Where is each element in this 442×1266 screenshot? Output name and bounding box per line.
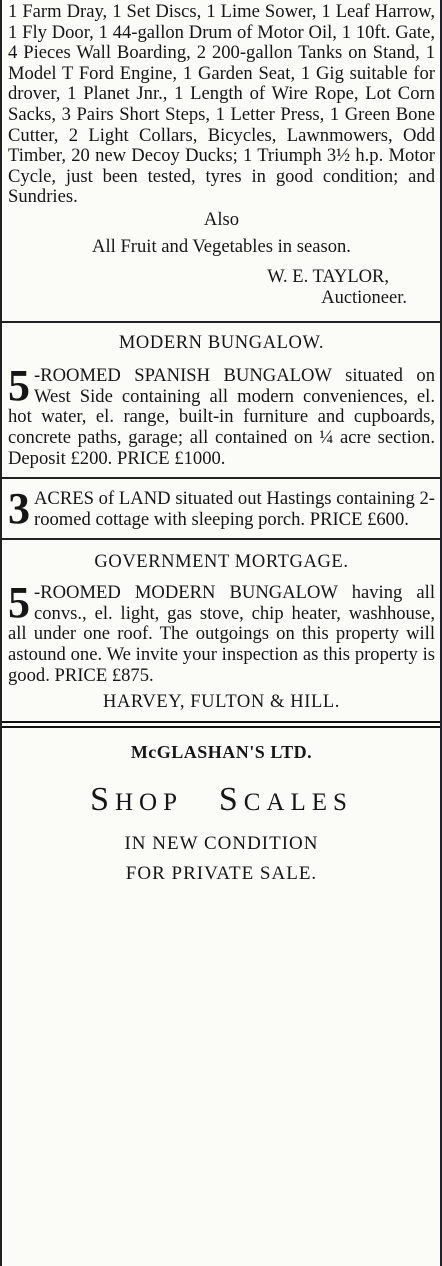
ad-body [8,578,435,686]
ad-government-mortgage [8,540,435,721]
double-divider [2,721,440,728]
sale-items-text: 1 Farm Dray, 1 Set Discs, 1 Lime Sower, 1 Leaf Harrow, 1 Fly Door, 1 44-gallon Drum of Motor Oil, 1 10ft. Gate, 4 Pieces Wall Boarding, 2 200-gallon Tanks on Stand, 1 Model T Ford Engine, 1 Garden Seat, 1 Gig suitable for drover, 1 Planet Jnr., 1 Length of Wire Rope, Lot Corn Sacks, 3 Pairs Short Steps, 1 Letter Press, 1 Green Bone Cutter, 2 Light Collars, Bicycles, Lawnmowers, Odd Timber, 20 new Decoy Ducks; 1 Triumph 3½ h.p. Motor Cycle, just been tested, tyres in good condition; and Sundries. [8,1,435,208]
sale-line: FOR PRIVATE SALE. [125,863,318,885]
ad-heading: GOVERNMENT MORTGAGE. [94,552,349,573]
also-line: Also [203,208,240,230]
title-initial: S [218,781,244,819]
title-word: HOP [114,789,183,817]
title-word: CALES [243,789,353,817]
ad-body [8,484,435,534]
condition-line: IN NEW CONDITION [124,833,319,855]
ad-body-text: -ROOMED MODERN BUNGALOW having all convs., el. light, gas stove, chip heater, washhouse, all under one roof. The outgoings on this property will astound one. We invite your inspection as this property is good. PRICE £875. [8,582,435,686]
company-name: McGLASHAN'S LTD. [130,742,313,763]
ad-body-text: -ROOMED SPANISH BUNGALOW situated on West Side containing all modern conveniences, el. hot water, el. range, built-in furniture and cupboards, concrete paths, garage; all contained on ¼ acre section. Deposit £200. PRICE £1000. [8,365,435,469]
auctioneer-name: W. E. TAYLOR, [267,267,389,288]
fruit-line: All Fruit and Vegetables in season. [92,235,351,257]
auctioneer-title: Auctioneer. [321,288,407,309]
title-initial: S [90,781,115,819]
ad-body [8,361,435,469]
drop-cap: 5 [8,578,30,628]
agents-signature: HARVEY, FULTON & HILL. [103,692,340,713]
drop-cap: 5 [8,361,30,411]
ad-shop-scales [8,728,435,885]
ad-heading: MODERN BUNGALOW. [118,333,325,354]
shop-scales-title [8,781,435,819]
ad-body-text: ACRES of LAND situated out Hastings containing 2-roomed cottage with sleeping porch. PRICE £600. [34,488,435,530]
ad-land [8,479,435,538]
auction-listing [8,0,435,309]
ad-modern-bungalow [8,323,435,477]
drop-cap: 3 [8,484,30,534]
